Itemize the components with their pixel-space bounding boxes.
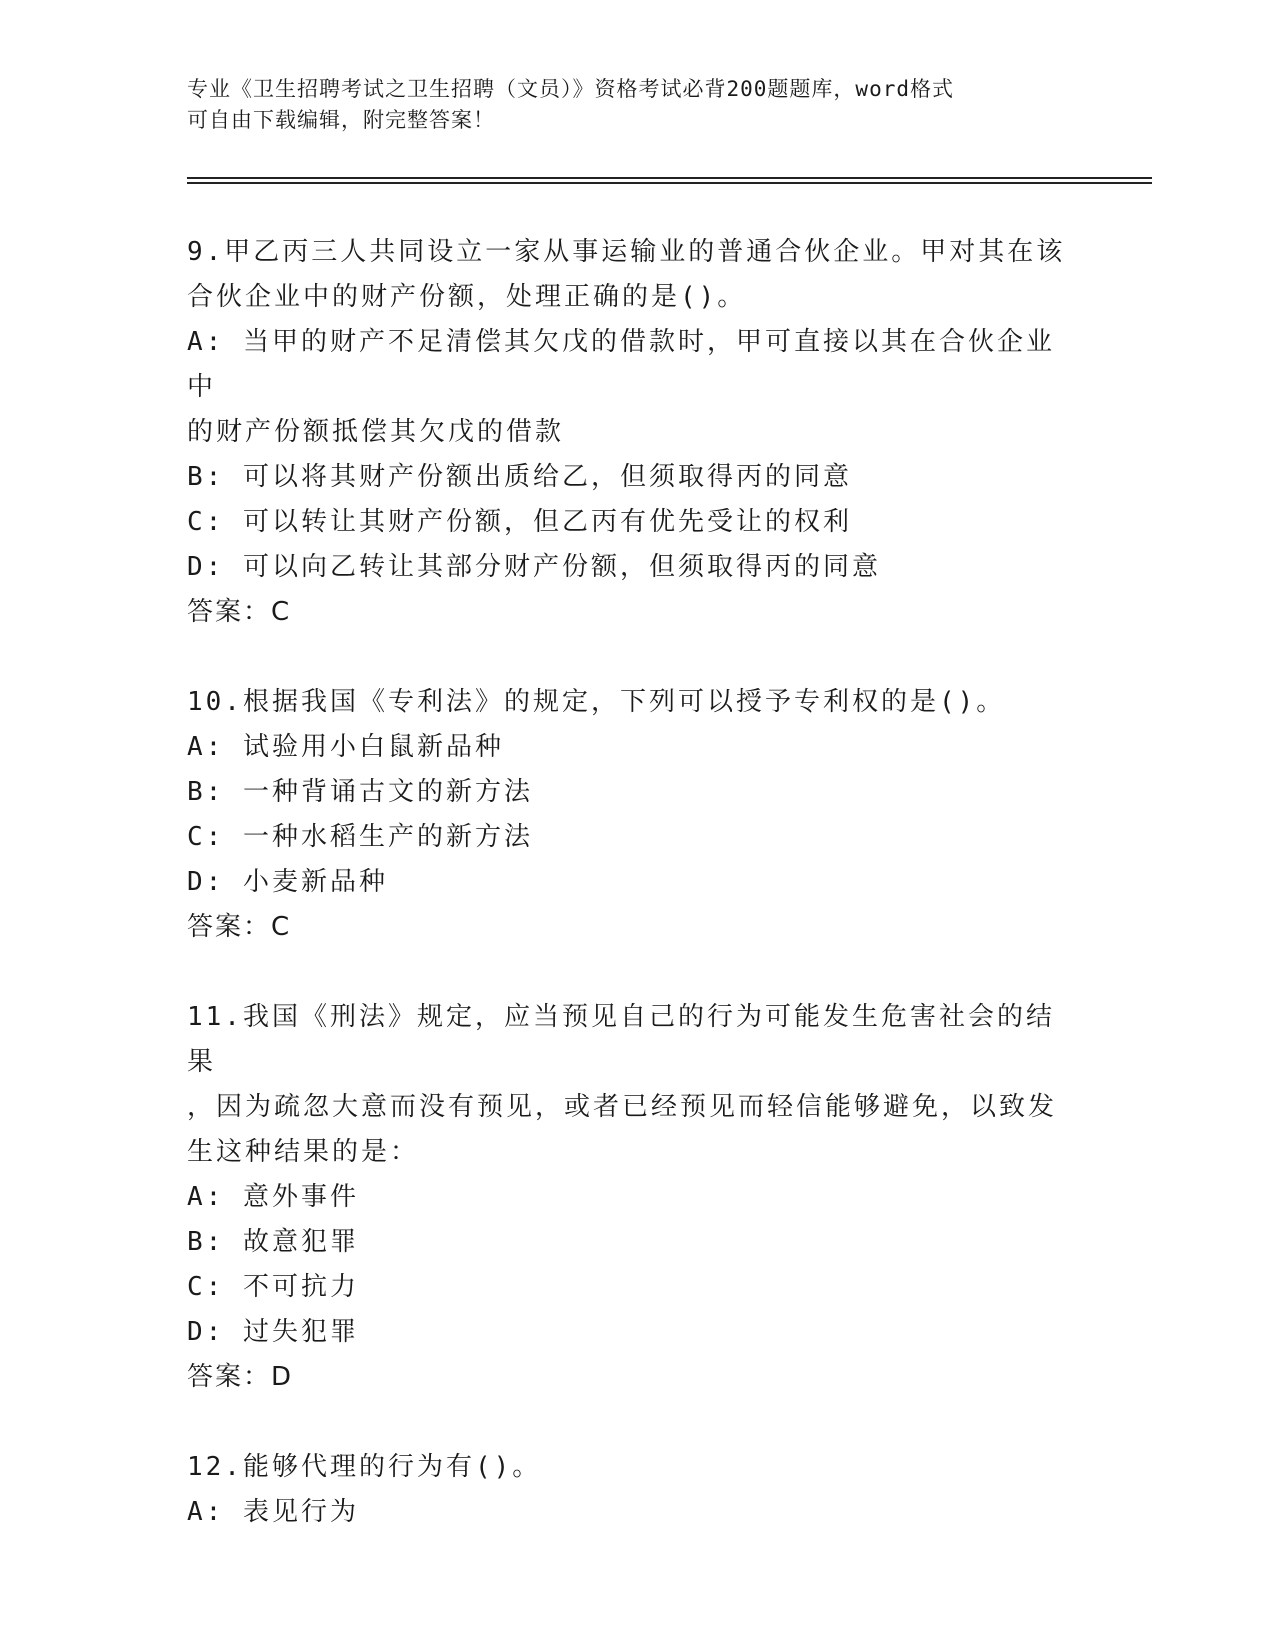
document-header [187, 74, 1067, 136]
header-line-1: 专业《卫生招聘考试之卫生招聘（文员）》资格考试必背200题题库，word格式 [187, 77, 954, 101]
option-line: D: 小麦新品种 [187, 867, 388, 897]
option-line: D: 过失犯罪 [187, 1317, 359, 1347]
question-list [187, 230, 1077, 1580]
header-divider-top [187, 177, 1152, 179]
question-block [187, 230, 1077, 635]
option-line: C: 不可抗力 [187, 1272, 359, 1302]
question-text-line: 9.甲乙丙三人共同设立一家从事运输业的普通合伙企业。甲对其在该 [187, 237, 1066, 267]
option-line: B: 故意犯罪 [187, 1227, 359, 1257]
question-text-line: 11.我国《刑法》规定，应当预见自己的行为可能发生危害社会的结果 [187, 1002, 1055, 1077]
option-line: D: 可以向乙转让其部分财产份额，但须取得丙的同意 [187, 552, 881, 582]
option-line: C: 一种水稻生产的新方法 [187, 822, 533, 852]
option-line: B: 一种背诵古文的新方法 [187, 777, 533, 807]
option-line: A: 试验用小白鼠新品种 [187, 732, 504, 762]
option-line: C: 可以转让其财产份额，但乙丙有优先受让的权利 [187, 507, 852, 537]
question-block [187, 995, 1077, 1400]
question-text-line: 12.能够代理的行为有()。 [187, 1452, 542, 1482]
answer-line: 答案：D [187, 1362, 294, 1392]
option-line: A: 表见行为 [187, 1497, 359, 1527]
question-text-line: 生这种结果的是： [187, 1137, 420, 1167]
header-line-2: 可自由下载编辑，附完整答案！ [187, 108, 495, 132]
question-block [187, 1445, 1077, 1535]
question-text-line: 10.根据我国《专利法》的规定，下列可以授予专利权的是()。 [187, 687, 1006, 717]
option-line: 的财产份额抵偿其欠戊的借款 [187, 417, 565, 447]
option-line: A: 当甲的财产不足清偿其欠戊的借款时，甲可直接以其在合伙企业中 [187, 327, 1055, 402]
answer-line: 答案：C [187, 597, 292, 627]
question-block [187, 680, 1077, 950]
header-divider-bottom [187, 182, 1152, 184]
option-line: B: 可以将其财产份额出质给乙，但须取得丙的同意 [187, 462, 852, 492]
option-line: A: 意外事件 [187, 1182, 359, 1212]
question-text-line: 合伙企业中的财产份额，处理正确的是()。 [187, 282, 747, 312]
answer-line: 答案：C [187, 912, 292, 942]
question-text-line: ，因为疏忽大意而没有预见，或者已经预见而轻信能够避免，以致发 [187, 1092, 1058, 1122]
